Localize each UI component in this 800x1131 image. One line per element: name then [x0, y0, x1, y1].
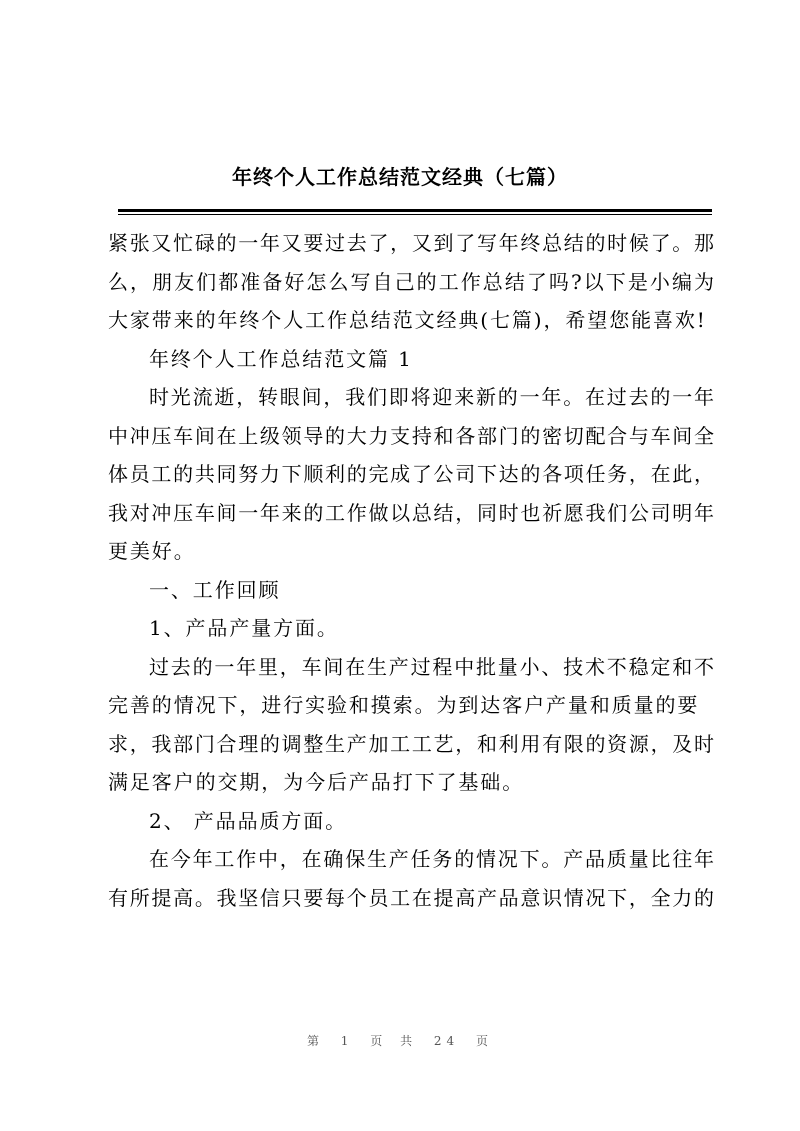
subsection-heading: 2、 产品品质方面。	[149, 808, 348, 833]
title-rule-thin	[118, 214, 712, 215]
paragraph-line: 有所提高。我坚信只要每个员工在提高产品意识情况下，全力的	[108, 885, 714, 910]
section-heading: 一、工作回顾	[149, 577, 281, 602]
section-heading: 年终个人工作总结范文篇 1	[149, 346, 413, 371]
paragraph-line: 满足客户的交期，为今后产品打下了基础。	[108, 770, 525, 794]
page-footer	[0, 1032, 800, 1049]
paragraph-line: 么，朋友们都准备好怎么写自己的工作总结了吗?以下是小编为	[108, 269, 714, 294]
paragraph-line: 完善的情况下，进行实验和摸索。为到达客户产量和质量的要	[108, 693, 700, 717]
title-rule-thick	[118, 209, 712, 212]
subsection-heading: 1、产品产量方面。	[149, 616, 339, 640]
page-label-prefix: 第	[306, 1034, 324, 1048]
paragraph-line: 更美好。	[108, 539, 196, 563]
paragraph-line: 中冲压车间在上级领导的大力支持和各部门的密切配合与车间全	[108, 423, 714, 448]
total-pages: 24	[433, 1034, 460, 1048]
paragraph-line: 时光流逝，转眼间，我们即将迎来新的一年。在过去的一年	[149, 385, 714, 409]
paragraph-line: 过去的一年里，车间在生产过程中批量小、技术不稳定和不	[149, 654, 714, 679]
page-label-mid: 页 共	[370, 1034, 418, 1048]
paragraph-line: 求，我部门合理的调整生产加工工艺，和利用有限的资源，及时	[108, 731, 714, 756]
paragraph-line: 紧张又忙碌的一年又要过去了，又到了写年终总结的时候了。那	[108, 231, 714, 255]
page-number: 1	[340, 1034, 354, 1048]
paragraph-line: 体员工的共同努力下顺利的完成了公司下达的各项任务，在此，	[108, 462, 714, 486]
paragraph-line: 我对冲压车间一年来的工作做以总结，同时也祈愿我们公司明年	[108, 500, 714, 525]
document-body	[108, 224, 714, 917]
page-label-suffix: 页	[476, 1034, 494, 1048]
document-title: 年终个人工作总结范文经典（七篇）	[232, 165, 568, 189]
paragraph-line: 在今年工作中，在确保生产任务的情况下。产品质量比往年	[149, 847, 714, 871]
paragraph-line: 大家带来的年终个人工作总结范文经典(七篇)，希望您能喜欢!	[108, 308, 707, 332]
